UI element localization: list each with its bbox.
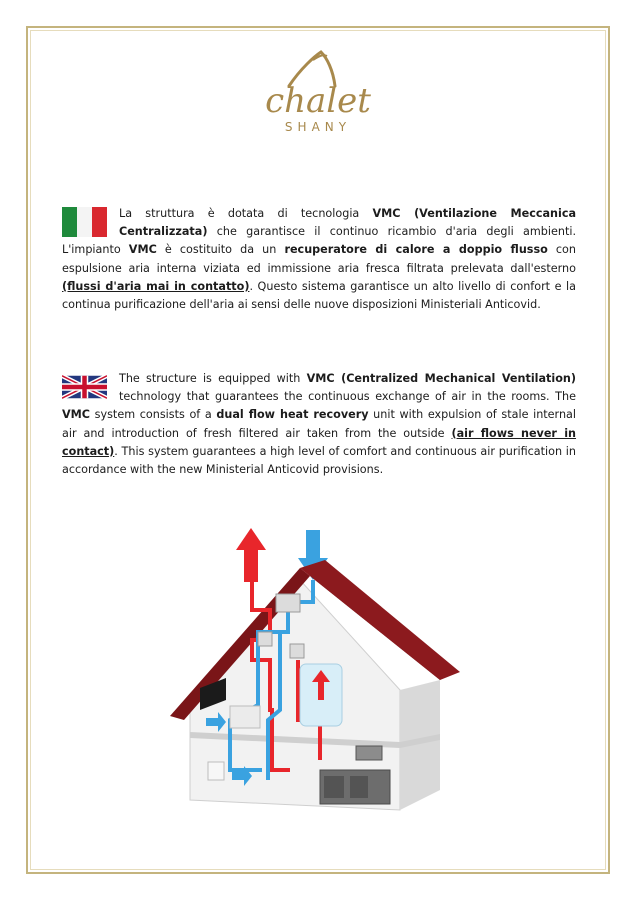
it-text-5: . Questo sistema garantisce un alto livello di confort e la continua purificazione dell'aria ai sensi delle nuove disposizioni Ministeriali Anticovid. [62,279,576,312]
heat-recovery-unit [276,594,300,612]
it-underline-flussi: (flussi d'aria mai in contatto) [62,279,250,293]
microwave [356,746,382,760]
it-bold-vmc-full: VMC (Ventilazione Meccanica Centralizzata) [119,207,577,239]
exhaust-arrow-icon [236,528,266,582]
logo-subtitle: SHANY [284,120,352,134]
en-text-4: unit with expulsion of stale internal air and introduction of fresh filtered air taken from the outside [62,408,577,440]
it-bold-vmc: VMC [128,243,157,257]
brand-logo [0,46,636,134]
it-text-3: è costituito da un [156,243,285,257]
chalet-logo-mark [253,46,383,118]
it-text-2: che garantisce il continuo ricambio d'aria degli ambienti. L'impianto [62,225,576,257]
italian-paragraph [62,205,576,314]
en-text-3: system consists of a [90,408,217,422]
house-ventilation-illustration [160,520,460,820]
vent-box-1 [258,632,272,646]
english-paragraph [62,370,576,479]
washing-machine [230,706,260,728]
en-text-1: The structure is equipped with [119,372,307,385]
uk-flag-icon [62,372,107,402]
en-text-5: . This system guarantees a high level of comfort and continuous air purification in accordance with the new Ministerial Anticovid provisions. [62,444,576,477]
it-bold-recuperatore: recuperatore di calore a doppio flusso [284,243,548,257]
it-text-1: La struttura è dotata di tecnologia [119,207,373,220]
oven-door [324,776,344,798]
en-underline-air-flows: (air flows never in contact) [62,426,577,458]
toilet [208,762,224,780]
en-text-2: technology that guarantees the continuous exchange of air in the rooms. The [119,390,576,404]
en-bold-vmc-full: VMC (Centralized Mechanical Ventilation) [306,372,577,385]
cabinet-door [350,776,368,798]
en-bold-heat-recovery: dual flow heat recovery [216,408,369,422]
en-bold-vmc: VMC [62,408,91,422]
italy-flag-icon [62,207,107,237]
it-text-4: con espulsione aria interna viziata ed immissione aria fresca filtrata prelevata dall'esterno [62,243,576,275]
logo-text: chalet [265,81,371,118]
vent-box-2 [290,644,304,658]
